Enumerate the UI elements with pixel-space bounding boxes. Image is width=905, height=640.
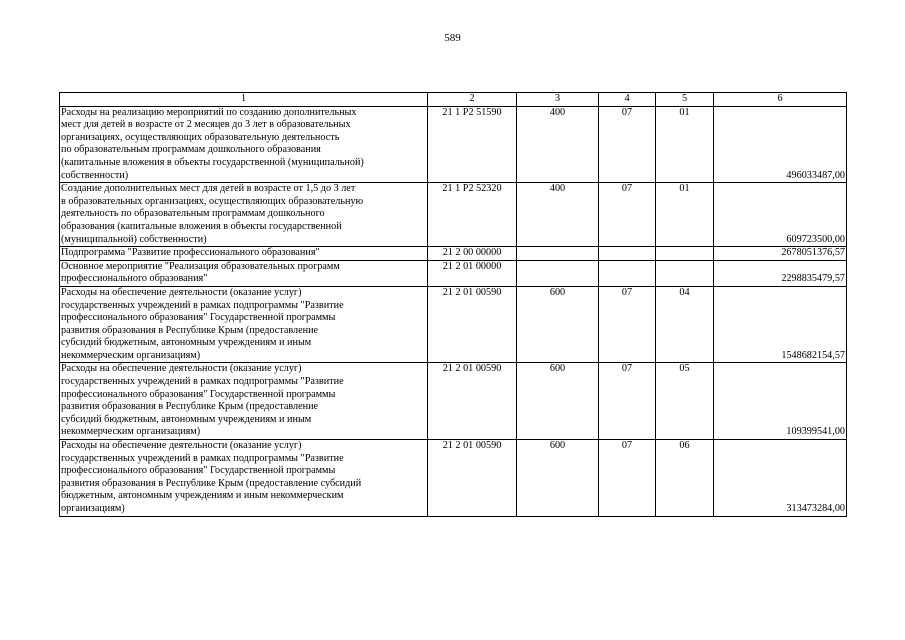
target-code-cell: 21 1 Р2 51590 [428,106,517,183]
expense-name-line: развития образования в Республике Крым (предоставление [61,401,319,413]
amount-cell: 313473284,00 [714,440,847,517]
page-number: 589 [444,32,461,44]
expense-name-line: профессионального образования" Государственной программы [61,465,336,477]
expense-type-cell [517,247,599,261]
section-cell: 07 [599,106,656,183]
table-row [60,286,847,363]
expense-name-cell [60,183,428,247]
expense-type-cell: 600 [517,286,599,363]
expense-type-cell: 600 [517,440,599,517]
expense-name-line: субсидий бюджетным, автономным учреждениям и иным [61,413,312,425]
expense-name-line: развития образования в Республике Крым (предоставление субсидий [61,477,362,489]
expense-name-line: в образовательных организациях, осуществляющих образовательную [61,195,364,207]
expense-name-line: деятельность по образовательным программам дошкольного [61,208,325,220]
expense-name-cell [60,363,428,440]
expense-name-cell [60,440,428,517]
section-cell [599,260,656,286]
expense-name-line: Подпрограмма "Развитие профессионального образования" [61,247,320,259]
section-cell: 07 [599,183,656,247]
expense-name-cell [60,260,428,286]
expense-name-line: государственных учреждений в рамках подпрограммы "Развитие [61,376,344,388]
column-number-3: 3 [517,93,599,107]
expense-name-line: образования (капитальные вложения в объекты государственной [61,220,342,232]
expense-name-line: развития образования в Республике Крым (предоставление [61,324,319,336]
target-code-cell: 21 2 01 00590 [428,363,517,440]
target-code-cell: 21 2 01 00000 [428,260,517,286]
expense-name-line: Создание дополнительных мест для детей в возрасте от 1,5 до 3 лет [61,183,356,195]
subsection-cell: 04 [656,286,714,363]
table-row [60,363,847,440]
column-number-1: 1 [60,93,428,107]
expense-type-cell: 600 [517,363,599,440]
column-number-4: 4 [599,93,656,107]
table-row [60,183,847,247]
expense-name-line: некоммерческим организациям) [61,349,201,361]
target-code-cell: 21 1 Р2 52320 [428,183,517,247]
expense-name-line: профессионального образования" Государственной программы [61,312,336,324]
subsection-cell [656,260,714,286]
expense-name-line: собственности) [61,169,129,181]
amount-cell: 109399541,00 [714,363,847,440]
column-number-2: 2 [428,93,517,107]
target-code-cell: 21 2 01 00590 [428,440,517,517]
expense-name-line: организациях, осуществляющих образовательную деятельность [61,131,340,143]
table-row [60,106,847,183]
amount-cell: 1548682154,57 [714,286,847,363]
subsection-cell: 01 [656,183,714,247]
section-cell: 07 [599,440,656,517]
expense-type-cell: 400 [517,106,599,183]
expense-name-cell [60,247,428,261]
expense-name-cell [60,286,428,363]
expense-name-line: субсидий бюджетным, автономным учреждениям и иным [61,337,312,349]
section-cell: 07 [599,363,656,440]
amount-cell: 609723500,00 [714,183,847,247]
expense-name-line: Расходы на реализацию мероприятий по созданию дополнительных [61,106,357,118]
amount-cell: 2678051376,57 [714,247,847,261]
expense-name-line: Расходы на обеспечение деятельности (оказание услуг) [61,286,302,298]
expense-name-line: (капитальные вложения в объекты государственной (муниципальной) [61,156,364,168]
budget-table [59,92,847,517]
column-number-5: 5 [656,93,714,107]
expense-name-line: (муниципальной) собственности) [61,233,207,245]
expense-name-line: мест для детей в возрасте от 2 месяцев до 3 лет в образовательных [61,119,351,131]
expense-name-line: Расходы на обеспечение деятельности (оказание услуг) [61,363,302,375]
subsection-cell: 06 [656,440,714,517]
target-code-cell: 21 2 01 00590 [428,286,517,363]
expense-type-cell: 400 [517,183,599,247]
subsection-cell [656,247,714,261]
amount-cell: 496033487,00 [714,106,847,183]
expense-name-line: профессионального образования" [61,273,208,285]
column-number-row [60,93,847,107]
table-row [60,260,847,286]
expense-name-line: Расходы на обеспечение деятельности (оказание услуг) [61,440,302,452]
expense-type-cell [517,260,599,286]
table-row [60,440,847,517]
column-number-6: 6 [714,93,847,107]
expense-name-line: государственных учреждений в рамках подпрограммы "Развитие [61,299,344,311]
expense-name-line: некоммерческим организациям) [61,426,201,438]
expense-name-line: Основное мероприятие "Реализация образовательных программ [61,260,340,272]
expense-name-line: государственных учреждений в рамках подпрограммы "Развитие [61,452,344,464]
expense-name-cell [60,106,428,183]
expense-name-line: по образовательным программам дошкольного образования [61,144,321,156]
table-row [60,247,847,261]
target-code-cell: 21 2 00 00000 [428,247,517,261]
expense-name-line: бюджетным, автономным учреждениям и иным некоммерческим [61,490,344,502]
section-cell [599,247,656,261]
expense-name-line: профессионального образования" Государственной программы [61,388,336,400]
amount-cell: 2298835479,57 [714,260,847,286]
subsection-cell: 01 [656,106,714,183]
expense-name-line: организациям) [61,503,125,514]
section-cell: 07 [599,286,656,363]
subsection-cell: 05 [656,363,714,440]
